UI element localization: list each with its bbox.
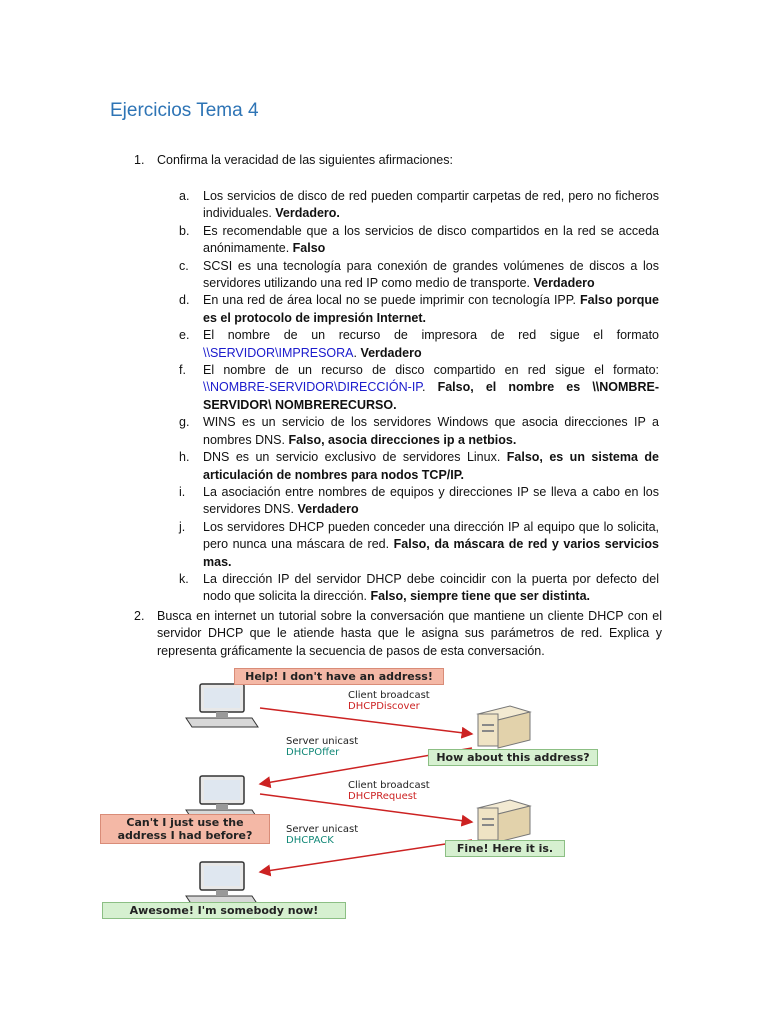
item-answer: Falso, siempre tiene que ser distinta. <box>370 589 590 604</box>
callout-how: How about this address? <box>428 749 598 766</box>
item-answer: Falso, el nombre es <box>437 380 581 395</box>
statement-list <box>179 188 659 606</box>
item-letter: k. <box>179 571 189 586</box>
item-answer: Falso porque es el protocolo de impresión Internet. <box>203 293 659 325</box>
item-answer: Falso, asocia direcciones ip a netbios. <box>288 432 517 447</box>
item-letter: e. <box>179 328 190 343</box>
list-item <box>179 519 659 571</box>
item-text: En una red de área local no se puede imprimir con tecnología IPP. <box>203 293 576 308</box>
item-answer: Verdadero <box>297 502 359 517</box>
dhcp-server-icon <box>478 706 530 748</box>
dhcp-diagram <box>100 664 620 920</box>
item-text: Es recomendable que a los servicios de disco compartidos en la red se acceda anónimamente. <box>203 223 659 256</box>
item-answer: Verdadero <box>533 276 595 291</box>
item-letter: d. <box>179 293 190 308</box>
item-text: La dirección IP del servidor DHCP debe coincidir con la puerta por defecto del nodo que solicita la dirección. <box>203 571 659 604</box>
item-answer: Verdadero. <box>275 206 340 221</box>
list-item <box>179 258 659 293</box>
request-title: Client broadcast <box>348 780 430 791</box>
offer-message: DHCPOffer <box>286 747 340 758</box>
ack-label <box>286 824 358 846</box>
item-text: DNS es un servicio exclusivo de servidores Linux. <box>203 450 501 465</box>
request-message: DHCPRequest <box>348 791 417 802</box>
list-item <box>179 571 659 606</box>
offer-label <box>286 736 358 758</box>
question-number: 1. <box>134 153 145 167</box>
question-number: 2. <box>134 609 145 623</box>
list-item <box>179 484 659 519</box>
item-answer: Falso <box>292 241 326 256</box>
item-answer: Verdadero <box>360 345 422 360</box>
item-letter: b. <box>179 223 190 238</box>
item-letter: j. <box>179 519 186 534</box>
item-answer: Falso, da máscara de red y varios servicios mas. <box>203 537 659 569</box>
resource-path-link: \\SERVIDOR\IMPRESORA <box>203 345 354 360</box>
list-item: e. El nombre de un recurso de impresora de red sigue el formato \\SERVIDOR\IMPRESORA. Verdadero <box>179 328 659 360</box>
item-text: El nombre de un recurso de impresora de red sigue el formato <box>203 328 659 343</box>
client-computer-icon <box>186 776 258 819</box>
client-computer-icon <box>186 684 258 727</box>
list-item <box>179 223 659 258</box>
item-text: WINS es un servicio de los servidores Windows que asocia direcciones IP a nombres DNS. <box>203 415 659 447</box>
callout-fine: Fine! Here it is. <box>445 840 565 857</box>
question-text: Confirma la veracidad de las siguientes afirmaciones: <box>157 153 453 167</box>
discover-label <box>348 690 430 712</box>
item-letter: c. <box>179 258 189 273</box>
item-letter: a. <box>179 189 190 203</box>
offer-title: Server unicast <box>286 736 359 747</box>
item-text: La asociación entre nombres de equipos y direcciones IP se lleva a cabo en los servidores DNS. <box>203 484 659 517</box>
list-item <box>179 188 659 223</box>
item-text: Los servidores DHCP pueden conceder una dirección IP al equipo que lo solicita, pero nunca una máscara de red. <box>203 519 659 552</box>
callout-cant: Can't I just use the address I had before? <box>100 814 270 844</box>
page-title: Ejercicios Tema 4 <box>110 100 259 121</box>
item-answer-path: \\NOMBRE-SERVIDOR\ NOMBRERECURSO. <box>203 380 659 412</box>
request-label <box>348 780 430 802</box>
callout-awesome: Awesome! I'm somebody now! <box>102 902 346 919</box>
list-item: f. El nombre de un recurso de disco compartido en red sigue el formato: \\NOMBRE-SERVIDOR\DIRECCIÓN-IP. Falso, el nombre es \\NOMBRE-SERVIDOR\ NOMBRERECURSO. <box>179 363 659 412</box>
item-answer: Falso, es un sistema de articulación de nombres para nodos TCP/IP. <box>203 450 659 482</box>
resource-path-link: \\NOMBRE-SERVIDOR\DIRECCIÓN-IP <box>203 380 423 395</box>
item-letter: h. <box>179 450 190 465</box>
list-item <box>179 414 659 449</box>
list-item <box>179 449 659 484</box>
item-letter: i. <box>179 484 186 499</box>
ack-title: Server unicast <box>286 824 359 835</box>
ack-message: DHCPACK <box>286 835 334 846</box>
list-item <box>179 292 659 327</box>
item-letter: f. <box>179 363 186 378</box>
item-text: El nombre de un recurso de disco compartido en red sigue el formato: <box>203 363 659 378</box>
client-computer-icon <box>186 862 258 905</box>
callout-help: Help! I don't have an address! <box>234 668 444 685</box>
question-text: Busca en internet un tutorial sobre la conversación que mantiene un cliente DHCP con el servidor DHCP que le atiende hasta que le asigna sus parámetros de red. Explica y representa gráficamente la secuencia de pasos de esta conversación. <box>157 609 662 658</box>
dhcp-server-icon <box>478 800 530 842</box>
item-letter: g. <box>179 415 190 430</box>
discover-title: Client broadcast <box>348 690 430 701</box>
item-text: Los servicios de disco de red pueden compartir carpetas de red, pero no ficheros individuales. <box>203 189 659 221</box>
discover-message: DHCPDiscover <box>348 701 420 712</box>
item-text: SCSI es una tecnología para conexión de grandes volúmenes de discos a los servidores utilizando una red IP como medio de transporte. <box>203 258 659 291</box>
